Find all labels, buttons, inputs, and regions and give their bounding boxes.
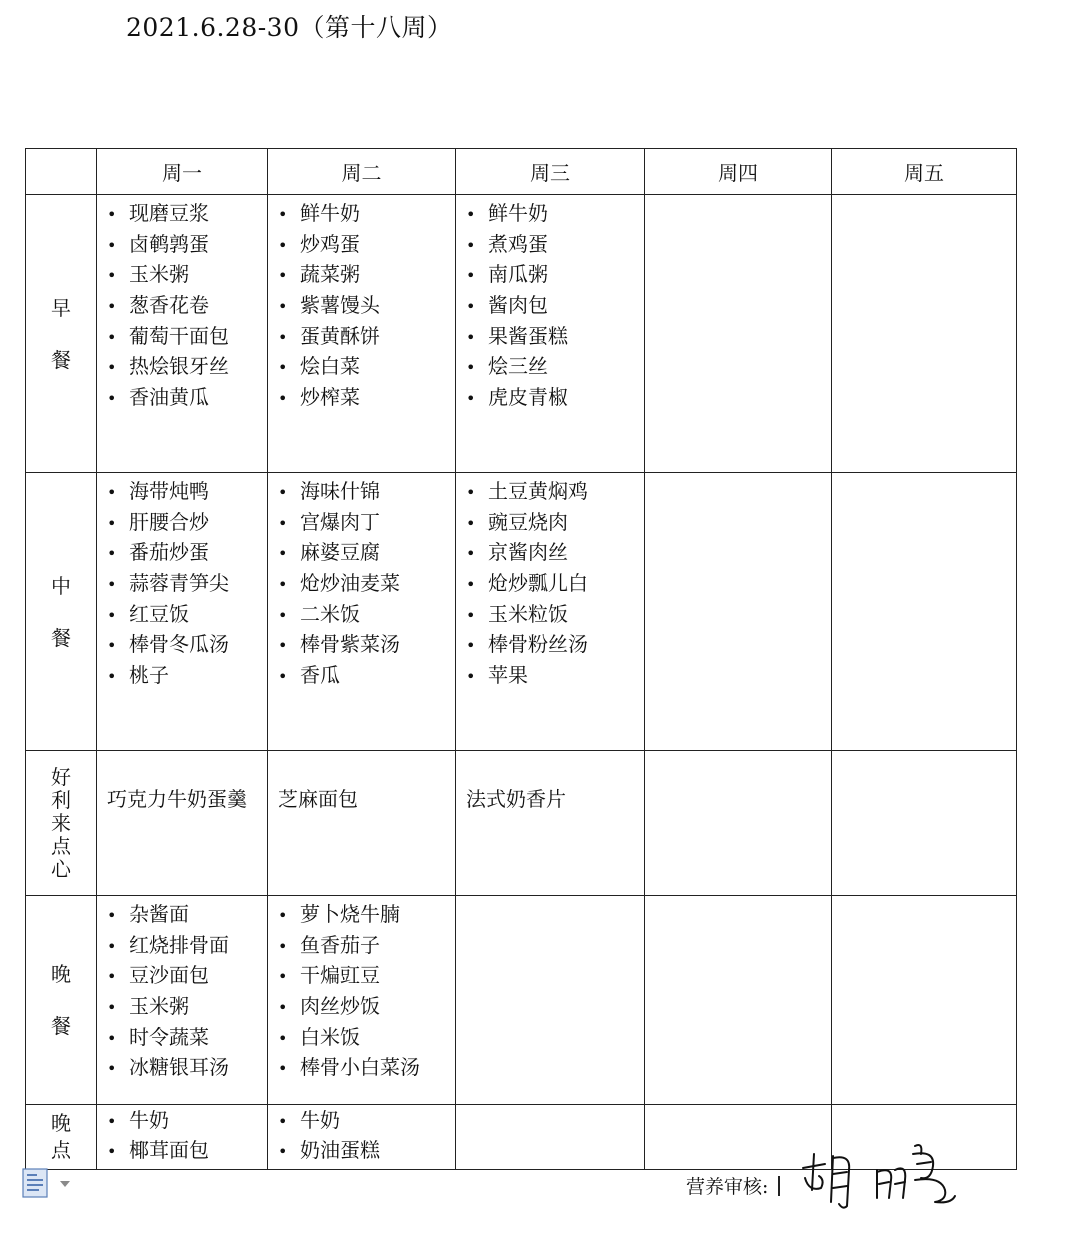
menu-item	[107, 991, 267, 1022]
menu-item-text: 桃子	[129, 663, 169, 688]
day-header-fri: 周五	[832, 149, 1017, 195]
menu-item	[107, 259, 267, 290]
menu-item-list	[832, 896, 1016, 899]
menu-item-text: 杂酱面	[129, 902, 189, 926]
menu-item-text: 蒜蓉青笋尖	[129, 571, 229, 596]
menu-item-text: 萝卜烧牛腩	[300, 902, 400, 926]
menu-item-text: 炒鸡蛋	[300, 231, 360, 256]
bullet-icon: •	[278, 605, 288, 625]
menu-item-list	[97, 195, 267, 413]
lunch-tue	[268, 473, 456, 751]
menu-item	[278, 198, 455, 229]
menu-item-text: 虎皮青椒	[488, 385, 568, 410]
bullet-icon: •	[278, 906, 288, 925]
review-footer	[686, 1172, 780, 1199]
bullet-icon: •	[107, 1142, 117, 1161]
menu-item-list	[645, 195, 831, 198]
bullet-icon: •	[466, 575, 476, 595]
bullet-icon: •	[466, 667, 476, 687]
menu-item	[107, 229, 267, 260]
snack-mon: 巧克力牛奶蛋羹	[97, 751, 268, 896]
bullet-icon: •	[278, 266, 288, 286]
menu-item	[107, 960, 267, 991]
menu-item	[278, 660, 455, 691]
bullet-icon: •	[466, 636, 476, 656]
menu-item	[466, 382, 644, 413]
menu-item	[107, 899, 267, 930]
menu-item-text: 冰糖银耳汤	[129, 1055, 229, 1080]
menu-item-text: 时令蔬菜	[129, 1024, 209, 1049]
menu-item	[466, 537, 644, 568]
bullet-icon: •	[278, 1059, 288, 1079]
menu-item-text: 烩白菜	[300, 354, 360, 379]
bullet-icon: •	[107, 513, 117, 533]
dinner-fri	[832, 896, 1017, 1105]
bullet-icon: •	[107, 389, 117, 409]
snack-label: 好 利 来 点 心	[26, 751, 97, 896]
bullet-icon: •	[278, 327, 288, 347]
menu-item-text: 牛奶	[300, 1108, 340, 1132]
breakfast-row	[26, 195, 1017, 473]
review-label: 营养审核:	[686, 1176, 769, 1198]
menu-item-list	[268, 195, 455, 413]
bullet-icon: •	[107, 1112, 117, 1131]
menu-item-text: 土豆黄焖鸡	[488, 479, 588, 503]
menu-item-text: 玉米粥	[129, 262, 189, 287]
menu-item	[278, 930, 455, 961]
bullet-icon: •	[466, 327, 476, 347]
dinner-wed	[456, 896, 645, 1105]
menu-item	[107, 290, 267, 321]
snack-row	[26, 751, 1017, 896]
menu-item	[278, 290, 455, 321]
bullet-icon: •	[107, 266, 117, 286]
menu-item-text: 香油黄瓜	[129, 385, 209, 410]
lunch-label: 中 餐	[26, 473, 97, 751]
menu-item	[278, 1052, 455, 1083]
menu-item-list	[645, 473, 831, 476]
menu-item-text: 葱香花卷	[129, 293, 209, 318]
menu-item	[466, 629, 644, 660]
bullet-icon: •	[107, 605, 117, 625]
breakfast-mon	[97, 195, 268, 473]
bullet-icon: •	[107, 483, 117, 502]
menu-item-text: 炝炒油麦菜	[300, 571, 400, 596]
header-row	[26, 149, 1017, 195]
bullet-icon: •	[107, 575, 117, 595]
menu-item	[466, 476, 644, 507]
menu-item-text: 卤鹌鹑蛋	[129, 231, 209, 256]
breakfast-wed	[456, 195, 645, 473]
day-header-tue: 周二	[268, 149, 456, 195]
late-snack-wed	[456, 1105, 645, 1170]
bullet-icon: •	[466, 513, 476, 533]
bullet-icon: •	[107, 667, 117, 687]
menu-item-text: 炒榨菜	[300, 385, 360, 410]
menu-item	[278, 960, 455, 991]
menu-item-text: 烩三丝	[488, 354, 548, 379]
menu-item	[278, 382, 455, 413]
bullet-icon: •	[107, 544, 117, 564]
menu-item	[107, 507, 267, 538]
menu-item	[107, 629, 267, 660]
bullet-icon: •	[466, 235, 476, 255]
breakfast-thu	[645, 195, 832, 473]
bullet-icon: •	[278, 967, 288, 987]
menu-item-text: 紫薯馒头	[300, 293, 380, 318]
bullet-icon: •	[466, 297, 476, 317]
menu-item-text: 香瓜	[300, 663, 340, 688]
menu-item-text: 葡萄干面包	[129, 323, 229, 348]
menu-item	[107, 1052, 267, 1083]
menu-item-text: 果酱蛋糕	[488, 323, 568, 348]
menu-item	[466, 290, 644, 321]
menu-item	[278, 568, 455, 599]
menu-item-list	[97, 473, 267, 691]
bullet-icon: •	[278, 358, 288, 378]
bullet-icon: •	[107, 906, 117, 925]
dinner-thu	[645, 896, 832, 1105]
menu-item-text: 白米饭	[300, 1024, 360, 1049]
bullet-icon: •	[278, 483, 288, 502]
menu-item-text: 海味什锦	[300, 479, 380, 503]
bullet-icon: •	[278, 1112, 288, 1131]
bullet-icon: •	[278, 544, 288, 564]
bullet-icon: •	[278, 205, 288, 224]
bullet-icon: •	[278, 1142, 288, 1161]
bullet-icon: •	[278, 389, 288, 409]
bullet-icon: •	[278, 1028, 288, 1048]
menu-item-list	[456, 473, 644, 691]
menu-item	[107, 599, 267, 630]
menu-item	[466, 660, 644, 691]
lunch-row	[26, 473, 1017, 751]
bullet-icon: •	[278, 575, 288, 595]
menu-item-text: 棒骨紫菜汤	[300, 632, 400, 657]
menu-item-text: 热烩银牙丝	[129, 354, 229, 379]
menu-item-text: 鱼香茄子	[300, 932, 380, 957]
menu-item	[466, 507, 644, 538]
menu-item-text: 棒骨冬瓜汤	[129, 632, 229, 657]
menu-item	[107, 198, 267, 229]
menu-item	[278, 599, 455, 630]
menu-item	[278, 991, 455, 1022]
menu-item-text: 棒骨粉丝汤	[488, 632, 588, 657]
snack-wed: 法式奶香片	[456, 751, 645, 896]
menu-item	[107, 382, 267, 413]
dinner-label: 晚 餐	[26, 896, 97, 1105]
menu-item	[466, 259, 644, 290]
menu-item-list	[268, 896, 455, 1083]
corner-cell	[26, 149, 97, 195]
bullet-icon: •	[107, 1028, 117, 1048]
menu-item-list	[97, 1105, 267, 1165]
menu-item-text: 二米饭	[300, 601, 360, 626]
menu-item-text: 炝炒瓢儿白	[488, 571, 588, 596]
menu-item-text: 酱肉包	[488, 293, 548, 318]
menu-item-text: 椰茸面包	[129, 1138, 209, 1162]
menu-item	[107, 1105, 267, 1135]
menu-item-list	[832, 195, 1016, 198]
menu-item-text: 牛奶	[129, 1108, 169, 1132]
menu-item-text: 豆沙面包	[129, 963, 209, 988]
menu-item-text: 玉米粒饭	[488, 601, 568, 626]
day-header-wed: 周三	[456, 149, 645, 195]
menu-item-text: 豌豆烧肉	[488, 509, 568, 534]
document-icon[interactable]	[22, 1168, 48, 1198]
cursor-bar	[778, 1176, 780, 1196]
menu-item	[107, 537, 267, 568]
bullet-icon: •	[107, 327, 117, 347]
menu-item	[278, 537, 455, 568]
menu-item	[278, 899, 455, 930]
snack-tue: 芝麻面包	[268, 751, 456, 896]
bullet-icon: •	[466, 358, 476, 378]
menu-item-text: 番茄炒蛋	[129, 540, 209, 565]
menu-item	[466, 198, 644, 229]
menu-item-text: 蛋黄酥饼	[300, 323, 380, 348]
bullet-icon: •	[466, 205, 476, 224]
bullet-icon: •	[278, 235, 288, 255]
bullet-icon: •	[466, 544, 476, 564]
bullet-icon: •	[107, 358, 117, 378]
menu-item-text: 奶油蛋糕	[300, 1138, 380, 1162]
breakfast-label: 早 餐	[26, 195, 97, 473]
menu-item	[278, 229, 455, 260]
bullet-icon: •	[278, 667, 288, 687]
menu-item	[278, 507, 455, 538]
page-title: 2021.6.28-30（第十八周）	[126, 13, 453, 42]
snack-thu	[645, 751, 832, 896]
menu-item-text: 麻婆豆腐	[300, 540, 380, 565]
menu-item-text: 海带炖鸭	[129, 479, 209, 503]
menu-item-text: 现磨豆浆	[129, 201, 209, 225]
dinner-row	[26, 896, 1017, 1105]
menu-item	[278, 1135, 455, 1165]
menu-item-list	[456, 896, 644, 899]
menu-item-list	[456, 195, 644, 413]
menu-item-text: 棒骨小白菜汤	[300, 1055, 420, 1080]
menu-item-text: 红豆饭	[129, 601, 189, 626]
dinner-mon	[97, 896, 268, 1105]
menu-item	[278, 321, 455, 352]
menu-item	[466, 599, 644, 630]
day-header-thu: 周四	[645, 149, 832, 195]
signature-image	[795, 1140, 960, 1212]
menu-item	[107, 1022, 267, 1053]
menu-item-text: 鲜牛奶	[300, 201, 360, 225]
menu-item	[107, 1135, 267, 1165]
bullet-icon: •	[107, 1059, 117, 1079]
menu-item	[466, 321, 644, 352]
menu-item	[466, 568, 644, 599]
bullet-icon: •	[278, 998, 288, 1018]
menu-item-list	[832, 473, 1016, 476]
menu-item-text: 红烧排骨面	[129, 932, 229, 957]
bullet-icon: •	[107, 998, 117, 1018]
lunch-fri	[832, 473, 1017, 751]
day-header-mon: 周一	[97, 149, 268, 195]
menu-item-text: 宫爆肉丁	[300, 509, 380, 534]
lunch-mon	[97, 473, 268, 751]
bullet-icon: •	[107, 636, 117, 656]
breakfast-fri	[832, 195, 1017, 473]
menu-item	[107, 660, 267, 691]
menu-item	[278, 629, 455, 660]
bullet-icon: •	[466, 483, 476, 502]
menu-item	[107, 930, 267, 961]
dinner-tue	[268, 896, 456, 1105]
menu-item	[466, 351, 644, 382]
bullet-icon: •	[107, 936, 117, 956]
menu-item	[278, 1105, 455, 1135]
bullet-icon: •	[466, 266, 476, 286]
menu-item-text: 肝腰合炒	[129, 509, 209, 534]
breakfast-tue	[268, 195, 456, 473]
menu-item	[278, 351, 455, 382]
menu-item	[107, 351, 267, 382]
menu-item	[107, 321, 267, 352]
menu-item-text: 肉丝炒饭	[300, 994, 380, 1019]
weekly-menu-table	[25, 148, 1017, 1170]
bullet-icon: •	[107, 297, 117, 317]
menu-item-text: 京酱肉丝	[488, 540, 568, 565]
menu-item	[278, 1022, 455, 1053]
late-snack-mon	[97, 1105, 268, 1170]
menu-item	[278, 259, 455, 290]
late-snack-label: 晚 点	[26, 1105, 97, 1170]
bullet-icon: •	[278, 636, 288, 656]
bullet-icon: •	[107, 235, 117, 255]
menu-item-text: 蔬菜粥	[300, 262, 360, 287]
menu-item	[278, 476, 455, 507]
menu-item-list	[97, 896, 267, 1083]
menu-item	[466, 229, 644, 260]
bullet-icon: •	[466, 605, 476, 625]
menu-item-text: 鲜牛奶	[488, 201, 548, 225]
lunch-wed	[456, 473, 645, 751]
menu-item	[107, 568, 267, 599]
bullet-icon: •	[278, 513, 288, 533]
bullet-icon: •	[466, 389, 476, 409]
menu-item	[107, 476, 267, 507]
bullet-icon: •	[107, 205, 117, 224]
chevron-down-icon[interactable]	[60, 1181, 70, 1187]
lunch-thu	[645, 473, 832, 751]
bullet-icon: •	[278, 936, 288, 956]
menu-item-text: 苹果	[488, 663, 528, 688]
menu-item-text: 南瓜粥	[488, 262, 548, 287]
menu-item-text: 煮鸡蛋	[488, 231, 548, 256]
snack-fri	[832, 751, 1017, 896]
late-snack-tue	[268, 1105, 456, 1170]
menu-item-text: 干煸豇豆	[300, 963, 380, 988]
bullet-icon: •	[278, 297, 288, 317]
menu-item-list	[268, 473, 455, 691]
menu-item-text: 玉米粥	[129, 994, 189, 1019]
menu-item-list	[268, 1105, 455, 1165]
menu-item-list	[645, 896, 831, 899]
bullet-icon: •	[107, 967, 117, 987]
